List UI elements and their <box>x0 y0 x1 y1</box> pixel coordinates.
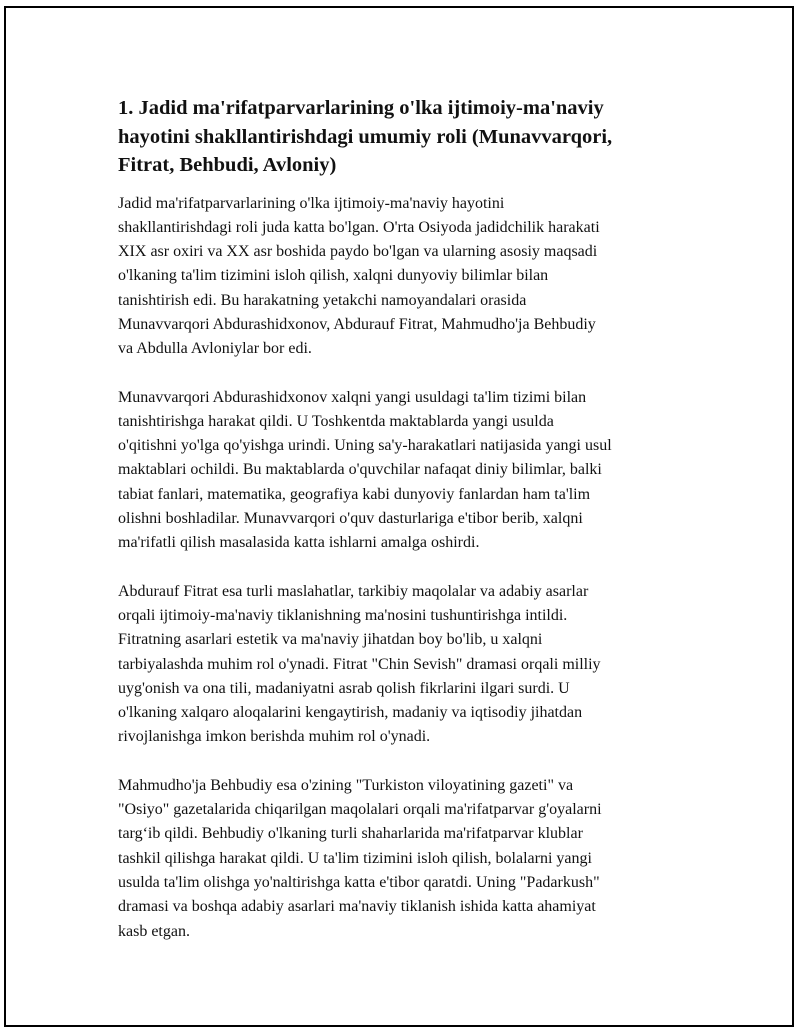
document-page <box>4 6 794 1027</box>
document-title: 1. Jadid ma'rifatparvarlarining o'lka ijtimoiy-ma'naviy hayotini shakllantirishdagi umumiy roli (Munavvarqori, Fitrat, Behbudi, Avloniy) <box>118 97 613 176</box>
paragraph-behbudiy: Mahmudho'ja Behbudiy esa o'zining "Turkiston viloyatining gazeti" va "Osiyo" gazetalarida chiqarilgan maqolalari orqali ma'rifatparvar g'oyalarni targ‘ib qildi. Behbudiy o'lkaning turli shaharlarida ma'rifatparvar klublar tashkil qilishga harakat qildi. U ta'lim tizimini isloh qilish, bolalarni yangi usulda ta'lim olishga yo'naltirishga katta e'tibor qaratdi. Uning "Padarkush" dramasi va boshqa adabiy asarlari ma'naviy tiklanish ishida katta ahamiyat kasb etgan. <box>118 776 602 940</box>
paragraph-munavvarqori: Munavvarqori Abdurashidxonov xalqni yangi usuldagi ta'lim tizimi bilan tanishtirishga harakat qildi. U Toshkentda maktablarda yangi usulda o'qitishni yo'lga qo'yishga urindi. Uning sa'y-harakatlari natijasida yangi usul maktablari ochildi. Bu maktablarda o'quvchilar nafaqat diniy bilimlar, balki tabiat fanlari, matematika, geografiya kabi dunyoviy fanlardan ham ta'lim olishni boshladilar. Munavvarqori o'quv dasturlariga e'tibor berib, xalqni ma'rifatli qilish masalasida katta ishlarni amalga oshirdi. <box>118 388 612 552</box>
paragraph-intro: Jadid ma'rifatparvarlarining o'lka ijtimoiy-ma'naviy hayotini shakllantirishdagi roli juda katta bo'lgan. O'rta Osiyoda jadidchilik harakati XIX asr oxiri va XX asr boshida paydo bo'lgan va ularning asosiy maqsadi o'lkaning ta'lim tizimini isloh qilish, xalqni dunyoviy bilimlar bilan tanishtirish edi. Bu harakatning yetakchi namoyandalari orasida Munavvarqori Abdurashidxonov, Abdurauf Fitrat, Mahmudho'ja Behbudiy va Abdulla Avloniylar bor edi. <box>118 194 600 358</box>
paragraph-fitrat: Abdurauf Fitrat esa turli maslahatlar, tarkibiy maqolalar va adabiy asarlar orqali ijtimoiy-ma'naviy tiklanishning ma'nosini tushuntirishga intildi. Fitratning asarlari estetik va ma'naviy jihatdan boy bo'lib, u xalqni tarbiyalashda muhim rol o'ynadi. Fitrat "Chin Sevish" dramasi orqali milliy uyg'onish va ona tili, madaniyatni asrab qolish fikrlarini ilgari surdi. U o'lkaning xalqaro aloqalarini kengaytirish, madaniy va iqtisodiy jihatdan rivojlanishga imkon berishda muhim rol o'ynadi. <box>118 582 601 746</box>
document-content <box>118 94 700 968</box>
